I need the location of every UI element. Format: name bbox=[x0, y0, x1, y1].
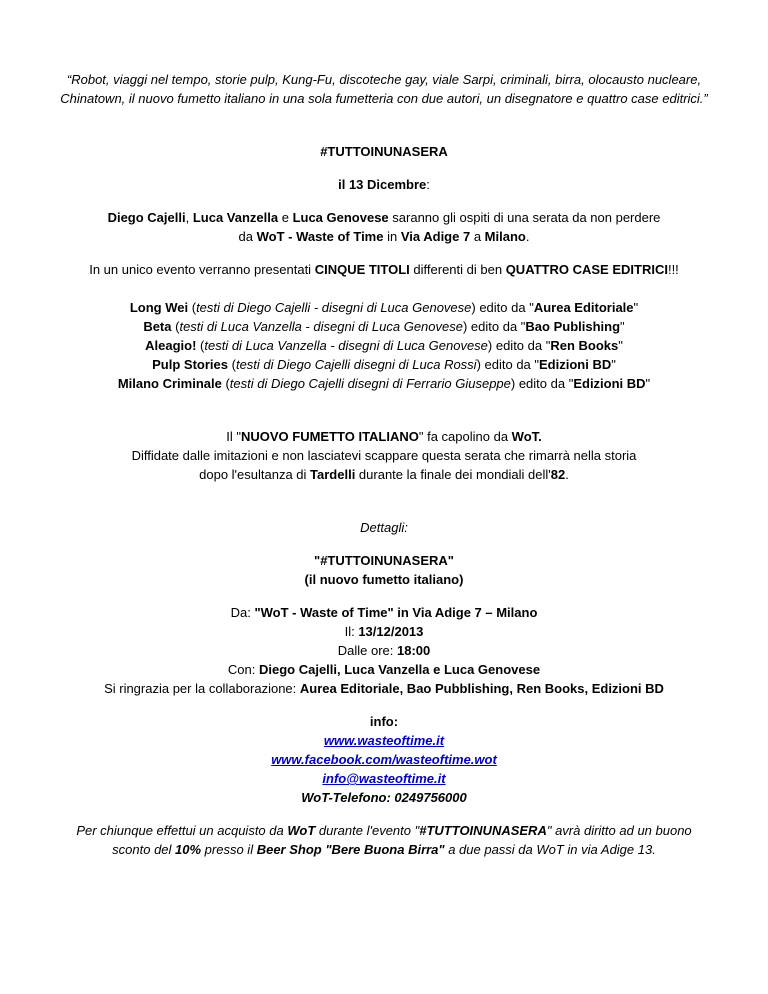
book-mid: ) edito da " bbox=[510, 376, 574, 391]
nuovo-line-3 bbox=[60, 465, 708, 484]
nuovo-l1-mid: " fa capolino da bbox=[418, 429, 512, 444]
venue-name: WoT - Waste of Time bbox=[256, 229, 384, 244]
book-open: ( bbox=[188, 300, 197, 315]
promo-t1: Per chiunque effettui un acquisto da bbox=[76, 823, 288, 838]
book-credits: testi di Luca Vanzella - disegni di Luca Genovese bbox=[204, 338, 488, 353]
phone-number: WoT-Telefono: 0249756000 bbox=[301, 790, 467, 805]
date-text: il 13 Dicembre bbox=[338, 177, 427, 192]
detail-time bbox=[60, 641, 708, 660]
detail-date bbox=[60, 622, 708, 641]
nuovo-line-2: Diffidate dalle imitazioni e non lasciatevi scappare questa serata che rimarrà nella storia bbox=[131, 448, 637, 463]
book-title: Aleagio! bbox=[145, 338, 197, 353]
nuovo-l3-mid: durante la finale dei mondiali dell' bbox=[355, 467, 551, 482]
promo-discount: 10% bbox=[175, 842, 202, 857]
detail-date-label: Il: bbox=[344, 624, 359, 639]
detail-thanks-value: Aurea Editoriale, Bao Pubblishing, Ren Books, Edizioni BD bbox=[299, 681, 664, 696]
guests-da: da bbox=[238, 229, 257, 244]
flyer-document bbox=[60, 70, 708, 859]
nuovo-fumetto-paragraph bbox=[60, 427, 708, 484]
book-list bbox=[60, 298, 708, 393]
guests-a: a bbox=[470, 229, 485, 244]
detail-guests bbox=[60, 660, 708, 679]
nuovo-l3-pre: dopo l'esultanza di bbox=[199, 467, 311, 482]
book-title: Long Wei bbox=[129, 300, 189, 315]
book-item bbox=[60, 374, 708, 393]
info-block bbox=[60, 712, 708, 807]
website-link[interactable]: www.wasteoftime.it bbox=[323, 733, 445, 748]
event-line-mid: differenti di ben bbox=[409, 262, 506, 277]
book-close: " bbox=[620, 319, 625, 334]
book-open: ( bbox=[196, 338, 205, 353]
nuovo-l1-pre: Il " bbox=[226, 429, 241, 444]
book-close: " bbox=[611, 357, 616, 372]
tardelli-name: Tardelli bbox=[310, 467, 356, 482]
book-mid: ) edito da " bbox=[476, 357, 540, 372]
date-colon: : bbox=[426, 177, 430, 192]
book-item bbox=[60, 298, 708, 317]
detail-time-label: Dalle ore: bbox=[337, 643, 397, 658]
guests-dot: . bbox=[525, 229, 530, 244]
event-title: "#TUTTOINUNASERA" bbox=[314, 553, 454, 568]
date-line bbox=[60, 175, 708, 194]
detail-location-label: Da: bbox=[230, 605, 255, 620]
detail-location-value: "WoT - Waste of Time" in Via Adige 7 – Milano bbox=[254, 605, 538, 620]
book-credits: testi di Diego Cajelli disegni di Ferrario Giuseppe bbox=[229, 376, 511, 391]
promo-paragraph bbox=[60, 821, 708, 859]
detail-guests-label: Con: bbox=[227, 662, 259, 677]
guests-rest-text: saranno gli ospiti di una serata da non perdere bbox=[388, 210, 661, 225]
book-publisher: Edizioni BD bbox=[539, 357, 612, 372]
nuovo-fumetto-italiano: NUOVO FUMETTO ITALIANO bbox=[240, 429, 419, 444]
book-mid: ) edito da " bbox=[462, 319, 526, 334]
promo-t2: durante l'evento " bbox=[315, 823, 420, 838]
book-credits: testi di Diego Cajelli - disegni di Luca Genovese bbox=[196, 300, 472, 315]
guest-name-3: Luca Genovese bbox=[292, 210, 389, 225]
venue-city: Milano bbox=[484, 229, 526, 244]
info-heading: info: bbox=[369, 714, 399, 729]
nuovo-wot: WoT. bbox=[511, 429, 542, 444]
promo-t4: sconto del bbox=[112, 842, 176, 857]
promo-wot: WoT bbox=[287, 823, 316, 838]
promo-t3: " avrà diritto ad un buono bbox=[546, 823, 692, 838]
guest-name-2: Luca Vanzella bbox=[192, 210, 279, 225]
event-line bbox=[60, 260, 708, 279]
details-block bbox=[60, 603, 708, 698]
book-publisher: Edizioni BD bbox=[573, 376, 646, 391]
book-close: " bbox=[618, 338, 623, 353]
detail-guests-value: Diego Cajelli, Luca Vanzella e Luca Genovese bbox=[259, 662, 541, 677]
promo-t5: presso il bbox=[201, 842, 257, 857]
event-subtitle: (il nuovo fumetto italiano) bbox=[304, 572, 464, 587]
promo-line-1 bbox=[60, 821, 708, 840]
book-mid: ) edito da " bbox=[471, 300, 534, 315]
venue-street: Via Adige 7 bbox=[400, 229, 471, 244]
nuovo-l3-end: . bbox=[565, 467, 569, 482]
book-publisher: Ren Books bbox=[550, 338, 619, 353]
book-open: ( bbox=[228, 357, 236, 372]
guests-paragraph bbox=[60, 208, 708, 246]
detail-thanks-label: Si ringrazia per la collaborazione: bbox=[104, 681, 300, 696]
book-credits: testi di Luca Vanzella - disegni di Luca Genovese bbox=[179, 319, 463, 334]
guests-in: in bbox=[383, 229, 401, 244]
mondiali-year: 82 bbox=[550, 467, 566, 482]
detail-date-value: 13/12/2013 bbox=[358, 624, 424, 639]
book-publisher: Aurea Editoriale bbox=[533, 300, 634, 315]
guest-name-1: Diego Cajelli bbox=[107, 210, 186, 225]
detail-thanks bbox=[60, 679, 708, 698]
four-publishers: QUATTRO CASE EDITRICI bbox=[505, 262, 668, 277]
book-publisher: Bao Publishing bbox=[525, 319, 621, 334]
facebook-link[interactable]: www.facebook.com/wasteoftime.wot bbox=[271, 752, 497, 767]
book-title: Beta bbox=[143, 319, 172, 334]
promo-hashtag: #TUTTOINUNASERA bbox=[419, 823, 547, 838]
promo-beer-shop: Beer Shop "Bere Buona Birra" bbox=[256, 842, 445, 857]
nuovo-line-1 bbox=[60, 427, 708, 446]
promo-line-2 bbox=[60, 840, 708, 859]
detail-location bbox=[60, 603, 708, 622]
book-close: " bbox=[633, 300, 639, 315]
book-item bbox=[60, 355, 708, 374]
guest-separator: , bbox=[185, 210, 193, 225]
book-item bbox=[60, 317, 708, 336]
intro-quote: “Robot, viaggi nel tempo, storie pulp, Kung-Fu, discoteche gay, viale Sarpi, criminali, birra, olocausto nucleare, Chinatown, il nuovo fumetto italiano in una sola fumetteria con due autori, un disegnatore e quattro case editrici.” bbox=[60, 72, 708, 106]
book-item bbox=[60, 336, 708, 355]
book-open: ( bbox=[221, 376, 230, 391]
five-titles: CINQUE TITOLI bbox=[314, 262, 410, 277]
book-title: Milano Criminale bbox=[117, 376, 222, 391]
book-title: Pulp Stories bbox=[152, 357, 228, 372]
book-mid: ) edito da " bbox=[487, 338, 551, 353]
detail-time-value: 18:00 bbox=[397, 643, 431, 658]
email-link[interactable]: info@wasteoftime.it bbox=[322, 771, 446, 786]
event-line-end: !!! bbox=[667, 262, 679, 277]
book-close: " bbox=[645, 376, 651, 391]
book-open: ( bbox=[171, 319, 180, 334]
event-line-pre: In un unico evento verranno presentati bbox=[89, 262, 315, 277]
hashtag-heading: #TUTTOINUNASERA bbox=[320, 144, 448, 159]
promo-t6: a due passi da WoT in via Adige 13. bbox=[444, 842, 656, 857]
guest-and: e bbox=[278, 210, 293, 225]
book-credits: testi di Diego Cajelli disegni di Luca Rossi bbox=[235, 357, 477, 372]
details-heading: Dettagli: bbox=[360, 520, 408, 535]
